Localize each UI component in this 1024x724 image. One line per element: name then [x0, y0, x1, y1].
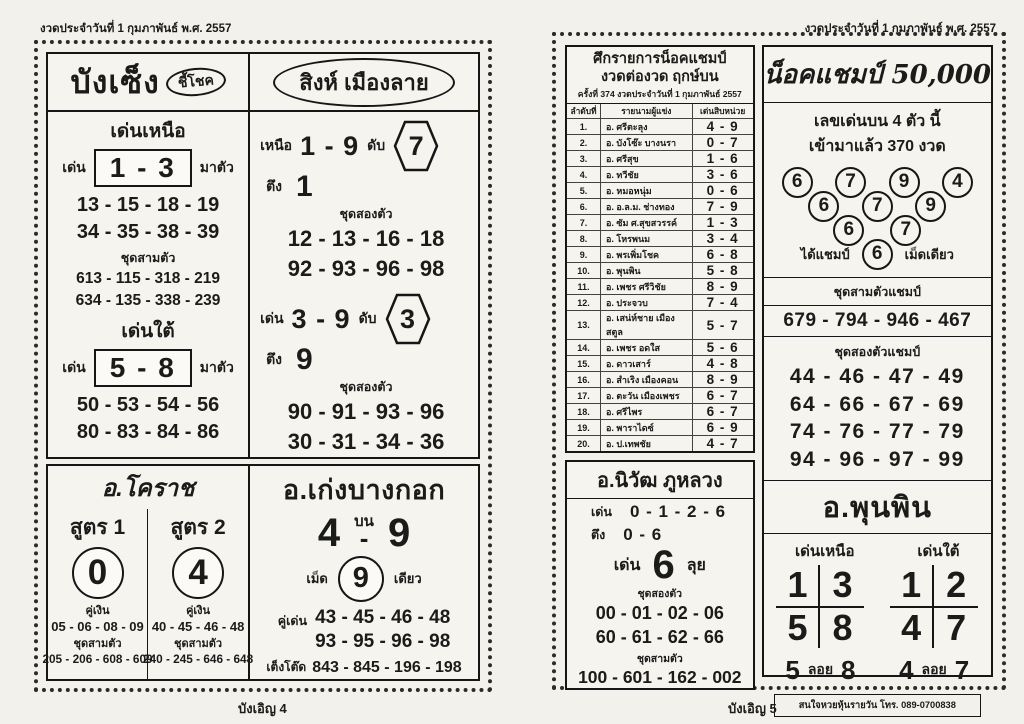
pair-row: 60 - 61 - 62 - 66 — [595, 626, 724, 647]
circled-digit: 7 — [890, 215, 921, 246]
digits-header: เด่นสิบหน่วย — [699, 106, 746, 117]
rank-cell: 8. — [567, 231, 601, 246]
south-main-pair-row — [48, 349, 248, 387]
table-row — [567, 339, 753, 355]
digits-cell: 3 - 4 — [706, 231, 739, 247]
number-row: 80 - 83 - 84 - 86 — [76, 421, 220, 444]
name-cell: อ. ศรีตะลุง — [601, 119, 693, 134]
rank-cell: 4. — [567, 167, 601, 182]
pair-label: คู่เงิน — [85, 604, 110, 617]
circled-digit: 7 — [862, 191, 893, 222]
right-page-left-column — [565, 45, 755, 688]
pair-row: 12 - 13 - 16 - 18 — [287, 226, 445, 251]
rank-cell: 5. — [567, 183, 601, 198]
north-main-pair: 1 - 3 — [94, 149, 192, 187]
den-label: เด่น — [613, 556, 641, 574]
knock-champ-column — [762, 45, 993, 710]
rank-cell: 3. — [567, 151, 601, 166]
table-row — [567, 262, 753, 278]
loy-digit: 5 — [785, 654, 800, 685]
name-cell: อ. สำเริง เมืองคอน — [601, 372, 693, 387]
den-numbers: 0 - 1 - 2 - 6 — [629, 502, 727, 522]
rank-cell: 13. — [567, 311, 601, 339]
knock-champ-table — [565, 45, 755, 453]
rank-cell: 12. — [567, 295, 601, 310]
name-header: รายนามผู้แข่ง — [601, 104, 693, 118]
name-cell: อ. ซัม ศ.สุขสวรรค์ — [601, 215, 693, 230]
tung-row — [266, 172, 472, 202]
south-label: เด่นใต้ — [917, 543, 960, 561]
table-row — [567, 310, 753, 339]
name-cell: อ. เสน่ห์ชาย เมืองสตูล — [601, 311, 693, 339]
lead-label: เหนือ — [260, 137, 293, 153]
den-label: เด่น — [591, 505, 612, 520]
keng-main-numbers — [254, 510, 474, 555]
table-row — [567, 214, 753, 230]
set3-champ-numbers: 679 - 794 - 946 - 467 — [764, 305, 991, 337]
name-cell: อ. พรเพิ่มโชค — [601, 247, 693, 262]
grid-digit: 2 — [934, 565, 978, 607]
set3-champ-label: ชุดสามตัวแชมป์ — [764, 277, 991, 305]
triple-numbers: 240 - 245 - 646 - 648 — [142, 651, 254, 666]
circled-digit: 0 — [72, 547, 124, 599]
rank-cell: 9. — [567, 247, 601, 262]
tung-row — [266, 345, 472, 375]
circled-digit: 6 — [862, 239, 893, 270]
pair-label: คู่เงิน — [186, 604, 211, 617]
pair-row: 30 - 31 - 34 - 36 — [287, 429, 445, 455]
den-label: เด่น — [62, 159, 86, 175]
sing-column — [250, 112, 478, 457]
page-number-right: บังเอิญ 5 — [728, 701, 777, 716]
name-cell: อ. อ.ล.ม. ช่างทอง — [601, 199, 693, 214]
table-row — [567, 134, 753, 150]
dab-digit: 3 — [400, 303, 416, 334]
rank-cell: 18. — [567, 404, 601, 419]
table-row — [567, 230, 753, 246]
knock-champ-title: น็อคแชมป์ 50,000 — [764, 47, 991, 103]
khuden-label: คู่เด่น — [277, 613, 308, 628]
tung-row — [567, 525, 753, 545]
teng-label: เต็งโต๊ด — [266, 660, 307, 675]
grid-digit: 3 — [820, 565, 864, 607]
name-cell: อ. ทวีชัย — [601, 167, 693, 182]
name-cell: อ. ประจวบ — [601, 295, 693, 310]
south-main-pair: 5 - 8 — [94, 349, 192, 387]
name-cell: อ. ศรีไพร — [601, 404, 693, 419]
digits-cell: 6 - 8 — [706, 247, 739, 263]
left-digit: 4 — [317, 510, 341, 555]
hexagon-badge — [393, 120, 439, 172]
loy-digit: 4 — [899, 654, 914, 685]
pair-numbers: 40 - 45 - 46 - 48 — [151, 618, 245, 634]
left-page-body — [48, 112, 478, 457]
south-grid — [890, 565, 978, 648]
sing-header-cell — [250, 54, 478, 110]
table-row — [567, 435, 753, 451]
circled-digit: 6 — [808, 191, 839, 222]
lead-numbers: 1 - 9 — [300, 130, 360, 161]
circled-digit: 6 — [833, 215, 864, 246]
phunphin-title: อ.พุนพิน — [764, 480, 991, 534]
loy-label: ลอย — [807, 661, 834, 678]
set2-label: ชุดสองตัว — [339, 207, 393, 221]
den-lui-row — [567, 543, 753, 588]
grid-digit: 1 — [890, 565, 934, 607]
name-cell: อ. โหรพนม — [601, 231, 693, 246]
name-cell: อ. เพชร อดใส — [601, 340, 693, 355]
set2-label: ชุดสองตัว — [637, 588, 683, 601]
table-row — [567, 371, 753, 387]
digits-cell: 0 - 6 — [706, 183, 739, 199]
pair-row: 94 - 96 - 97 - 99 — [789, 448, 965, 472]
matua-label: มาตัว — [199, 359, 234, 376]
circled-digit: 4 — [172, 547, 224, 599]
rank-cell: 17. — [567, 388, 601, 403]
number-row: 50 - 53 - 54 - 56 — [76, 394, 220, 417]
rank-cell: 2. — [567, 135, 601, 150]
circled-digit: 6 — [782, 167, 813, 198]
loy-rows — [764, 655, 991, 686]
digits-cell: 4 - 7 — [706, 436, 739, 452]
khuden-row — [254, 606, 474, 655]
circled-digit: 9 — [915, 191, 946, 222]
digits-cell: 3 - 6 — [706, 167, 739, 183]
digits-cell: 6 - 7 — [706, 404, 739, 420]
table-row — [567, 118, 753, 134]
table-subtitle: ครั้งที่ 374 งวดประจำวันที่ 1 กุมภาพันธ์ 2557 — [577, 89, 742, 100]
diao-label: เดียว — [393, 571, 422, 587]
dab-digit: 7 — [408, 130, 424, 161]
tung-label: ตึง — [266, 351, 283, 368]
tung-label: ตึง — [266, 178, 283, 194]
table-title-line1: ศึกรายการน็อคแชมป์ — [593, 51, 727, 67]
issue-date-left: งวดประจำวันที่ 1 กุมภาพันธ์ พ.ศ. 2557 — [40, 23, 232, 35]
circled-digit: 9 — [338, 556, 384, 602]
table-row — [567, 294, 753, 310]
pair-row: 93 - 95 - 96 - 98 — [315, 631, 451, 653]
table-row — [567, 198, 753, 214]
left-page-header-row — [48, 54, 478, 112]
den-column — [48, 112, 250, 457]
digits-cell: 8 - 9 — [706, 279, 739, 295]
pair-row: 92 - 93 - 96 - 98 — [287, 255, 445, 281]
digits-cell: 6 - 7 — [706, 388, 739, 404]
table-header-row — [567, 104, 753, 118]
teng-numbers: 843 - 845 - 196 - 198 — [312, 658, 462, 676]
bangseng-header-cell — [48, 54, 250, 110]
champ-intro — [764, 110, 991, 160]
formula-column — [142, 509, 254, 679]
digits-cell: 8 - 9 — [706, 372, 739, 388]
keng-title: อ.เก่งบางกอก — [282, 474, 446, 505]
pair-numbers: 05 - 06 - 08 - 09 — [51, 618, 144, 634]
north-main-pair-row — [48, 149, 248, 187]
pair-rows — [315, 606, 450, 655]
med-label: เม็ด — [306, 571, 328, 587]
north-grid — [776, 565, 864, 648]
loy-digit: 8 — [841, 654, 856, 685]
digits-cell: 7 - 9 — [706, 199, 739, 215]
pair-row: 44 - 46 - 47 - 49 — [789, 364, 965, 388]
lui-label: ลุย — [686, 556, 706, 574]
digit-pyramid — [764, 160, 991, 246]
lead-label: เด่น — [260, 310, 284, 327]
rank-cell: 15. — [567, 356, 601, 371]
table-row — [567, 419, 753, 435]
pair-row: 00 - 01 - 02 - 06 — [595, 603, 724, 624]
rank-header: ลำดับที่ — [567, 104, 601, 118]
left-page — [34, 40, 492, 692]
grid-digit: 4 — [890, 608, 934, 648]
north-loy — [785, 655, 855, 686]
triple-numbers: 205 - 206 - 608 - 609 — [42, 651, 153, 666]
grid-digit: 7 — [946, 606, 967, 648]
number-row: 34 - 35 - 38 - 39 — [76, 221, 220, 243]
med-diao-row — [254, 556, 474, 602]
korat-section — [42, 466, 254, 679]
formula-label: สูตร 1 — [69, 515, 126, 539]
name-cell: อ. ป.เทพชัย — [601, 436, 693, 451]
name-cell: อ. บังโซ๊ะ บางนรา — [601, 135, 693, 150]
table-row — [567, 182, 753, 198]
circled-digit: 7 — [835, 167, 866, 198]
name-cell: อ. พาราไดซ์ — [601, 420, 693, 435]
champ-intro-line1: เลขเด่นบน 4 ตัว นี้ — [813, 113, 941, 130]
dab-label: ดับ — [358, 310, 377, 327]
pyramid-row — [808, 191, 946, 222]
grid-digit: 8 — [832, 606, 853, 648]
tung-digit: 9 — [296, 343, 313, 377]
tung-label: ตึง — [591, 528, 606, 543]
korat-title: อ.โคราช — [101, 474, 195, 502]
digits-cell: 5 - 8 — [706, 263, 739, 279]
pair-row: 64 - 66 - 67 - 69 — [789, 392, 965, 416]
sing-lead-row — [260, 120, 472, 172]
table-row — [567, 355, 753, 371]
loy-digit: 7 — [954, 654, 970, 685]
rank-cell: 20. — [567, 436, 601, 451]
triple-row: 613 - 115 - 318 - 219 — [76, 270, 220, 287]
sing-lead-row — [260, 293, 472, 345]
champ-label: ได้แชมป์ — [800, 246, 850, 262]
name-cell: อ. พุนพิน — [601, 263, 693, 278]
big-digit: 6 — [652, 543, 675, 588]
med-diao-label: เม็ดเดียว — [904, 246, 954, 262]
teng-tod-row — [254, 658, 474, 677]
digits-cell: 7 - 4 — [706, 295, 739, 311]
tung-digit: 1 — [296, 170, 313, 203]
den-row — [567, 502, 753, 522]
formula-column — [42, 509, 153, 679]
bon-label: บน — [354, 513, 374, 531]
set3-label: ชุดสามตัว — [73, 637, 122, 650]
north-heading: เด่นเหนือ — [110, 121, 186, 142]
table-row — [567, 166, 753, 182]
phunphin-labels — [764, 539, 991, 563]
sing-muang-lai-title: สิงห์ เมืองลาย — [273, 58, 455, 107]
table-row — [567, 387, 753, 403]
tung-numbers: 0 - 6 — [623, 525, 663, 545]
bangseng-title: บังเซ็ง — [70, 63, 160, 100]
rank-cell: 6. — [567, 199, 601, 214]
table-title-line2: งวดต่องวด ฤกษ์บน — [600, 69, 719, 86]
hexagon-badge — [385, 293, 431, 345]
den-label: เด่น — [62, 359, 86, 376]
rank-cell: 7. — [567, 215, 601, 230]
circled-digit: 9 — [889, 167, 920, 198]
name-cell: อ. หมอหนุ่ม — [601, 183, 693, 198]
name-cell: อ. เพชร ศรีวิชัย — [601, 279, 693, 294]
niwat-title: อ.นิวัฒ ภูหลวง — [567, 462, 753, 499]
rank-cell: 11. — [567, 279, 601, 294]
number-row: 13 - 15 - 18 - 19 — [76, 194, 220, 216]
digits-cell: 1 - 6 — [706, 151, 739, 167]
name-cell: อ. ศรีสุข — [601, 151, 693, 166]
south-heading: เด่นใต้ — [121, 321, 175, 343]
digits-cell: 4 - 9 — [706, 119, 739, 135]
niwat-section — [565, 460, 755, 690]
table-title-block — [567, 47, 753, 104]
table-row — [567, 150, 753, 166]
lead-numbers: 3 - 9 — [291, 303, 351, 334]
korat-columns — [42, 509, 254, 679]
pair-row: 74 - 76 - 77 - 79 — [789, 420, 965, 444]
triple-row: 634 - 135 - 338 - 239 — [75, 291, 221, 309]
champ-intro-line2: เข้ามาแล้ว 370 งวด — [808, 137, 946, 155]
digits-cell: 0 - 7 — [706, 135, 739, 151]
digits-cell: 6 - 9 — [706, 420, 739, 436]
bangseng-main-box — [46, 52, 480, 459]
table-row — [567, 278, 753, 294]
pair-row: 90 - 91 - 93 - 96 — [287, 399, 445, 425]
right-digit: 9 — [387, 510, 411, 555]
formula-label: สูตร 2 — [170, 515, 226, 539]
table-row — [567, 403, 753, 419]
name-cell: อ. ดาวเสาร์ — [601, 356, 693, 371]
dab-label: ดับ — [367, 137, 386, 153]
issue-date-right: งวดประจำวันที่ 1 กุมภาพันธ์ พ.ศ. 2557 — [804, 23, 996, 35]
set3-label: ชุดสามตัว — [636, 653, 683, 666]
digits-cell: 5 - 6 — [706, 340, 739, 356]
rank-cell: 16. — [567, 372, 601, 387]
digits-cell: 1 - 3 — [706, 215, 739, 231]
name-cell: อ. ตะวัน เมืองเพชร — [601, 388, 693, 403]
table-row — [567, 246, 753, 262]
rank-cell: 19. — [567, 420, 601, 435]
pair-row: 43 - 45 - 46 - 48 — [315, 606, 451, 628]
grid-digit: 1 — [776, 565, 820, 607]
left-page-bottom-box — [42, 464, 480, 681]
loy-label: ลอย — [921, 661, 947, 678]
contact-info: สนใจหวยหุ้นรายวัน โทร. 089-0700838 — [774, 694, 981, 717]
north-label: เด่นเหนือ — [795, 543, 855, 561]
set3-label: ชุดสามตัว — [174, 637, 223, 650]
keng-bangkok-section — [250, 466, 478, 679]
rank-cell: 1. — [567, 119, 601, 134]
champ-result-row — [764, 239, 991, 270]
circled-digit: 4 — [942, 167, 973, 198]
dash-glyph: - — [359, 523, 369, 554]
set3-label: ชุดสามตัว — [120, 251, 176, 265]
phunphin-grids — [764, 565, 991, 648]
digits-cell: 4 - 8 — [706, 356, 739, 372]
set2-champ-label: ชุดสองตัวแชมป์ — [834, 344, 921, 359]
digits-cell: 5 - 7 — [706, 317, 739, 333]
south-loy — [899, 655, 969, 686]
bon-dash — [354, 513, 374, 554]
rank-cell: 10. — [567, 263, 601, 278]
rank-cell: 14. — [567, 340, 601, 355]
bangseng-badge: ชี้โชค — [165, 65, 227, 98]
page-number-left: บังเอิญ 4 — [238, 701, 287, 716]
set2-label: ชุดสองตัว — [339, 380, 393, 395]
triple-row: 100 - 601 - 162 - 002 — [578, 667, 742, 688]
grid-digit: 5 — [776, 608, 820, 648]
matua-label: มาตัว — [199, 159, 234, 175]
